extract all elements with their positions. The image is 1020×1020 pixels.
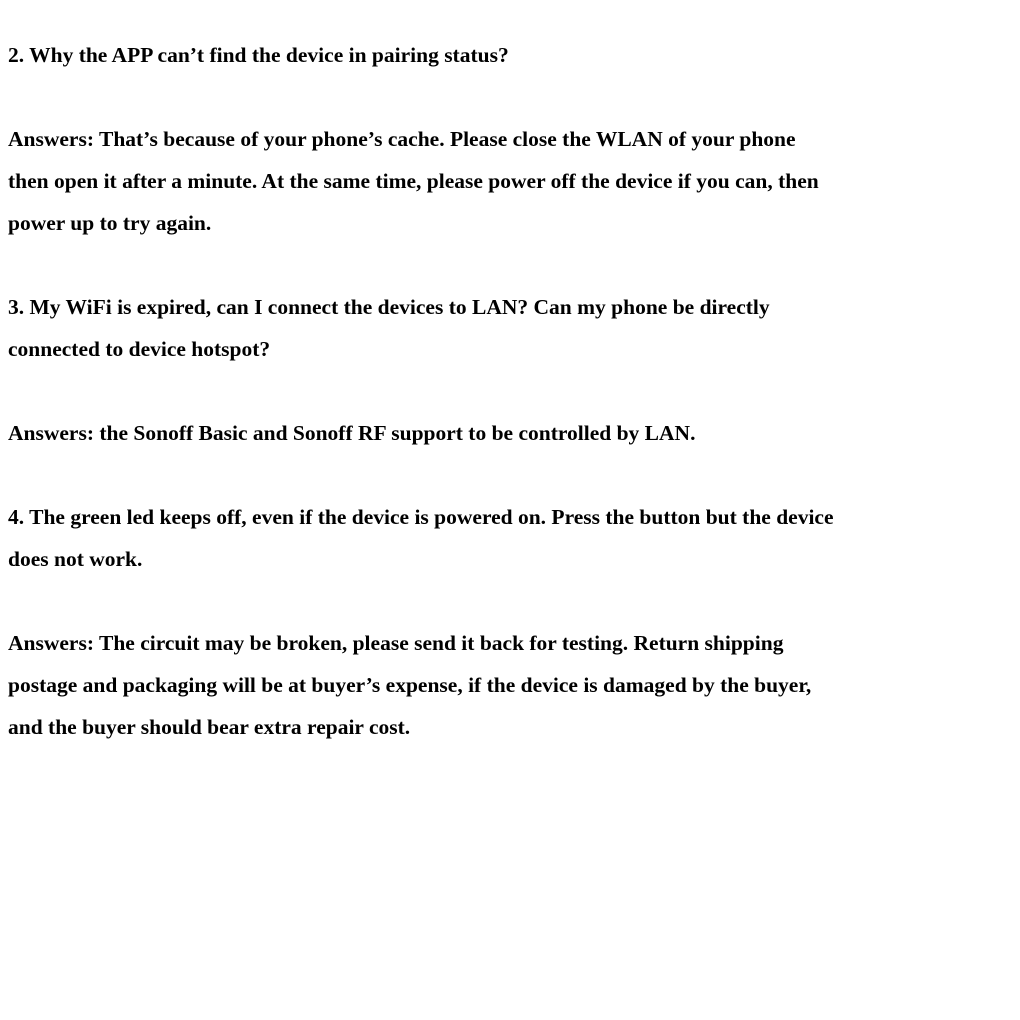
faq-answer-3 — [8, 412, 1008, 454]
faq-document — [8, 34, 1008, 790]
text-line: then open it after a minute. At the same time, please power off the device if you can, then — [8, 169, 819, 193]
text-line: postage and packaging will be at buyer’s expense, if the device is damaged by the buyer, — [8, 673, 812, 697]
text-line: Answers: That’s because of your phone’s cache. Please close the WLAN of your phone — [8, 127, 796, 151]
text-line: 4. The green led keeps off, even if the device is powered on. Press the button but the device — [8, 505, 834, 529]
text-line: and the buyer should bear extra repair cost. — [8, 715, 411, 739]
text-line: connected to device hotspot? — [8, 337, 271, 361]
faq-question-3 — [8, 286, 1008, 370]
faq-question-2 — [8, 34, 1008, 76]
text-line: Answers: The circuit may be broken, please send it back for testing. Return shipping — [8, 631, 784, 655]
faq-answer-4 — [8, 622, 1008, 748]
faq-answer-2 — [8, 118, 1008, 244]
text-line: does not work. — [8, 547, 143, 571]
faq-question-4 — [8, 496, 1008, 580]
text-line: 3. My WiFi is expired, can I connect the devices to LAN? Can my phone be directly — [8, 295, 770, 319]
text-line: Answers: the Sonoff Basic and Sonoff RF support to be controlled by LAN. — [8, 421, 696, 445]
text-line: 2. Why the APP can’t find the device in pairing status? — [8, 43, 509, 67]
text-line: power up to try again. — [8, 211, 212, 235]
